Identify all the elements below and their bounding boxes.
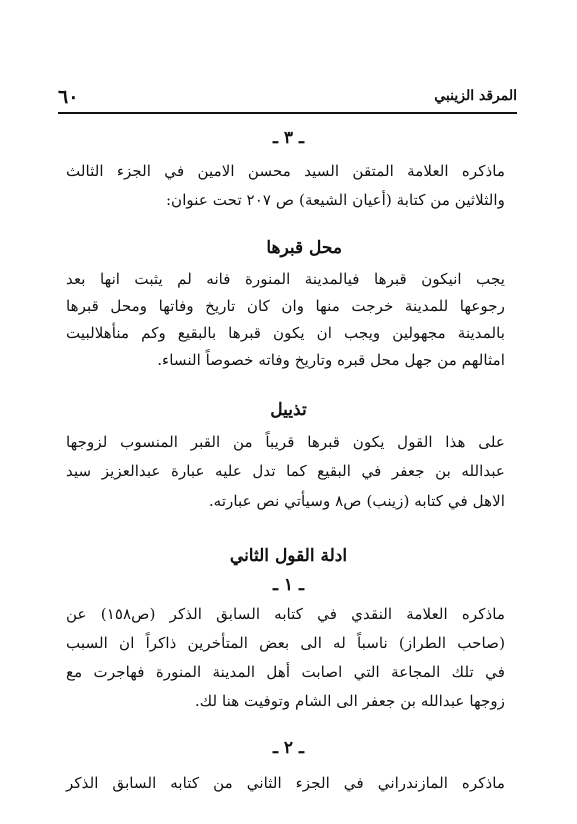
running-title: المرقد الزينبي xyxy=(434,88,517,104)
paragraph-line: ماذكره المازندراني في الجزء الثاني من كتابه السابق الذكر xyxy=(66,774,505,792)
page-number: ٦٠ xyxy=(58,86,79,108)
burial-heading: محل قبرها xyxy=(266,238,342,258)
paragraph-line: (صاحب الطراز) ناسباً له الى بعض المتأخرين ذاكراً ان السبب xyxy=(66,634,505,652)
appendix-heading: تذييل xyxy=(270,400,307,420)
section-marker-2: ـ ٢ ـ xyxy=(273,738,304,758)
paragraph-line: ماذكره العلامة المتقن السيد محسن الامين في الجزء الثالث xyxy=(66,162,505,180)
paragraph-line: في تلك المجاعة التي اصابت أهل المدينة المنورة فهاجرت مع xyxy=(66,663,505,681)
paragraph-line: على هذا القول يكون قبرها قريباً من القبر المنسوب لزوجها xyxy=(66,433,505,451)
paragraph-line: والثلاثين من كتابة (أعيان الشيعة) ص ٢٠٧ تحت عنوان: xyxy=(165,191,505,209)
paragraph-line: امثالهم من جهل محل قبره وتاريخ وفاته خصوصاً النساء. xyxy=(157,351,505,369)
paragraph-line: بالمدينة مجهولين ويجب ان يكون قبرها بالبقيع وكم منأهلالبيت xyxy=(66,324,505,342)
page-header xyxy=(58,86,517,114)
paragraph-line: ماذكره العلامة النقدي في كتابه السابق الذكر (ص١٥٨) عن xyxy=(66,605,505,623)
paragraph-line: عبدالله بن جعفر في البقيع كما تدل عليه عبارة عبدالعزيز سيد xyxy=(66,462,505,480)
paragraph-line: زوجها عبدالله بن جعفر الى الشام وتوفيت هنا لك. xyxy=(194,692,505,710)
paragraph-line: الاهل في كتابه (زينب) ص٨ وسيأتي نص عبارته. xyxy=(208,492,505,510)
section-marker-1: ـ ١ ـ xyxy=(273,575,304,595)
paragraph-line: رجوعها للمدينة خرجت منها وان كان تاريخ وفاتها ومحل قبرها xyxy=(66,297,505,315)
paragraph-line: يجب انيكون قبرها فيالمدينة المنورة فانه لم يثبت انها بعد xyxy=(66,270,505,288)
second-opinion-heading: ادلة القول الثاني xyxy=(229,546,348,566)
section-marker-3: ـ ٣ ـ xyxy=(273,128,304,148)
